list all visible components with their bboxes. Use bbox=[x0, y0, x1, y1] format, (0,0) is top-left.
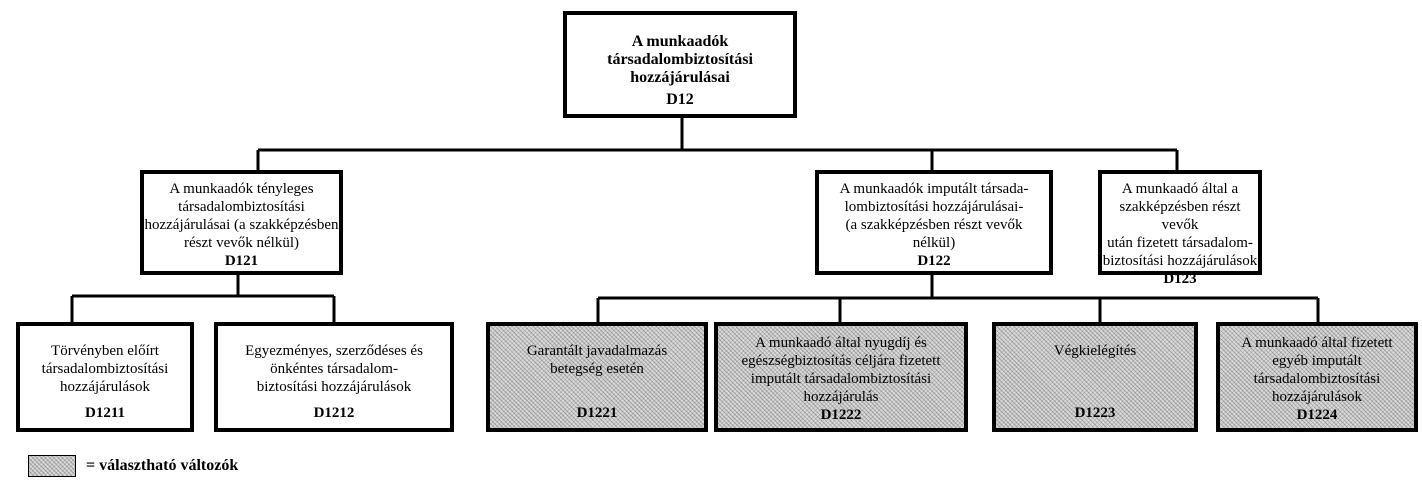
node-d1221 bbox=[486, 322, 708, 432]
node-d1212-code: D1212 bbox=[313, 405, 355, 421]
node-d1211-code: D1211 bbox=[84, 405, 125, 421]
node-d1211-label: Törvényben előírt társadalombiztosítási hozzájárulások bbox=[41, 343, 169, 395]
node-d12-code: D12 bbox=[666, 91, 694, 108]
node-d1224-label: A munkaadó által fizetett egyéb imputált társadalombiztosítási hozzájárulások bbox=[1241, 335, 1393, 405]
node-d1224 bbox=[1216, 322, 1418, 432]
node-d122-code: D122 bbox=[917, 253, 951, 269]
node-d1212-label: Egyezményes, szerződéses és önkéntes társadalom- biztosítási hozzájárulások bbox=[245, 343, 423, 395]
node-d12 bbox=[563, 11, 797, 118]
node-d1223-code: D1223 bbox=[1074, 405, 1116, 421]
node-d1222 bbox=[714, 322, 968, 432]
legend-hatch-swatch bbox=[28, 455, 76, 477]
node-d1224-code: D1224 bbox=[1296, 407, 1338, 423]
node-d122-label: A munkaadók imputált társada- lombiztosítási hozzájárulásai- (a szakképzésben részt vevők nélkül) bbox=[839, 181, 1029, 251]
node-d123 bbox=[1098, 170, 1262, 287]
node-d123-label: A munkaadó által a szakképzésben részt vevők után fizetett társadalom- biztosítási hozzájárulások bbox=[1102, 181, 1258, 269]
node-d121-code: D121 bbox=[224, 253, 259, 269]
legend bbox=[28, 455, 238, 477]
node-d1222-label: A munkaadó által nyugdíj és egészségbiztosítás céljára fizetett imputált társadalombiztosítási hozzájárulás bbox=[741, 335, 941, 405]
node-d1223 bbox=[992, 322, 1198, 432]
legend-label: = választható változók bbox=[86, 457, 239, 474]
node-d1222-code: D1222 bbox=[820, 407, 862, 423]
node-d123-code: D123 bbox=[1163, 271, 1197, 287]
node-d1221-label: Garantált javadalmazás betegség esetén bbox=[526, 343, 668, 377]
node-d12-label: A munkaadók társadalombiztosítási hozzájárulásai bbox=[607, 33, 753, 86]
node-d1223-label: Végkielégítés bbox=[1053, 343, 1137, 359]
node-d1212 bbox=[214, 322, 454, 432]
node-d1221-code: D1221 bbox=[576, 405, 618, 421]
node-d1211 bbox=[16, 322, 194, 432]
node-d121 bbox=[140, 170, 343, 275]
node-d122 bbox=[815, 170, 1053, 275]
node-d121-label: A munkaadók tényleges társadalombiztosítási hozzájárulásai (a szakképzésben részt vevők nélkül) bbox=[144, 181, 339, 251]
